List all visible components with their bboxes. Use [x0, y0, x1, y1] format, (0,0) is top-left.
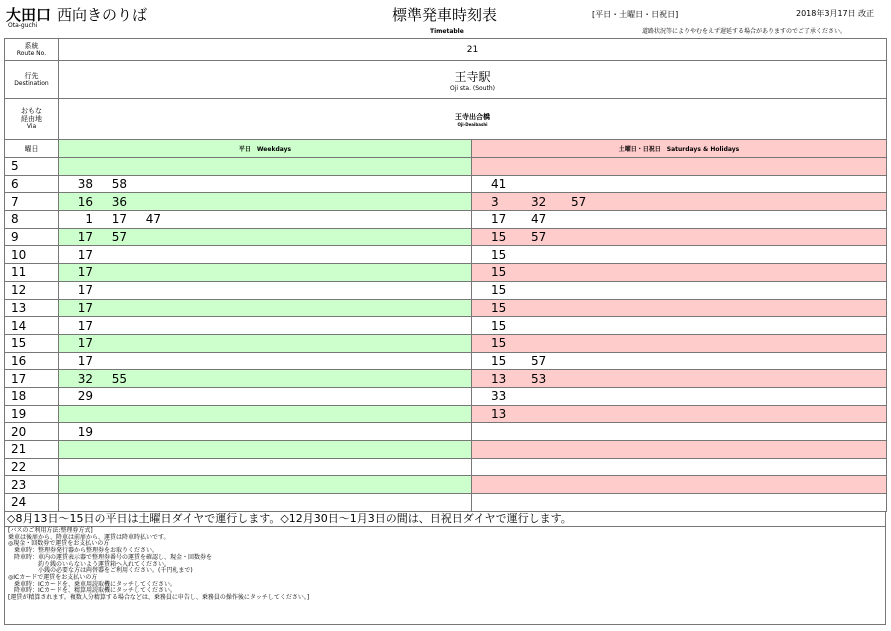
weekend-minutes [472, 228, 887, 246]
weekday-minutes [59, 494, 472, 512]
page-title-en: Timetable [430, 28, 464, 35]
hour-cell: 17 [5, 370, 59, 388]
weekend-minutes [472, 423, 887, 441]
departure-minute: 47 [531, 212, 547, 227]
weekend-minutes [472, 458, 887, 476]
weekday-minutes [59, 317, 472, 335]
weekend-minutes [472, 175, 887, 193]
departure-minute: 47 [145, 212, 161, 227]
departure-minute: 36 [111, 194, 127, 209]
departure-minute: 17 [77, 230, 93, 245]
stop-name: 大田口 西向きのりば [6, 6, 148, 24]
departure-minute: 32 [531, 194, 547, 209]
table-row [5, 193, 887, 211]
table-row [5, 246, 887, 264]
route-row [5, 39, 887, 61]
departure-minute: 15 [491, 247, 507, 262]
stop-name-roman: Ota-guchi [8, 22, 38, 29]
via-stop: 王寺出合橋 Oji-Deaibashi [59, 99, 887, 140]
departure-minute: 17 [77, 353, 93, 368]
departure-minute: 19 [77, 424, 93, 439]
instruction-line: 降車時：車内の運賃表示器で整理券番号の運賃を確認し、現金・回数券を [8, 553, 213, 561]
instruction-line: [運賃が精算されます。複数人分精算する場合などは、乗務員に申告し、乗務員の操作後にタッチしてください。] [8, 594, 310, 602]
departure-minute: 17 [77, 336, 93, 351]
departure-minute: 17 [77, 318, 93, 333]
table-row [5, 334, 887, 352]
destination-label: 行先 Destination [5, 61, 59, 99]
weekday-minutes [59, 211, 472, 229]
via-row [5, 99, 887, 140]
platform-direction: 西向きのりば [57, 6, 148, 24]
route-number: 21 [59, 39, 887, 61]
table-row [5, 317, 887, 335]
hour-cell: 5 [5, 158, 59, 176]
hour-cell: 21 [5, 441, 59, 459]
hour-cell: 6 [5, 175, 59, 193]
departure-minute: 17 [111, 212, 127, 227]
weekday-minutes [59, 423, 472, 441]
hour-cell: 12 [5, 281, 59, 299]
table-row [5, 458, 887, 476]
weekday-minutes [59, 352, 472, 370]
weekend-minutes [472, 494, 887, 512]
hour-cell: 11 [5, 264, 59, 282]
departure-minute: 58 [111, 177, 127, 192]
departure-minute: 17 [491, 212, 507, 227]
table-row [5, 476, 887, 494]
hour-cell: 15 [5, 334, 59, 352]
hour-cell: 10 [5, 246, 59, 264]
departure-minute: 32 [77, 371, 93, 386]
weekend-minutes [472, 281, 887, 299]
holiday-notice: ◇8月13日～15日の平日は土曜日ダイヤで運行します。◇12月30日～1月3日の間は、日祝日ダイヤで運行します。 [4, 511, 886, 527]
weekend-minutes [472, 387, 887, 405]
weekday-minutes [59, 228, 472, 246]
departure-minute: 38 [77, 177, 93, 192]
table-row [5, 405, 887, 423]
weekdays-header: 平日 Weekdays [59, 140, 472, 158]
weekday-minutes [59, 458, 472, 476]
weekend-minutes [472, 352, 887, 370]
hour-cell: 16 [5, 352, 59, 370]
hour-cell: 24 [5, 494, 59, 512]
table-row [5, 441, 887, 459]
table-row [5, 299, 887, 317]
weekend-minutes [472, 476, 887, 494]
departure-minute: 17 [77, 283, 93, 298]
weekend-minutes [472, 370, 887, 388]
weekday-minutes [59, 299, 472, 317]
column-header-row [5, 140, 887, 158]
table-row [5, 175, 887, 193]
weekday-minutes [59, 370, 472, 388]
departure-minute: 41 [491, 177, 507, 192]
instruction-line: ◎現金・回数券で運賃をお支払いの方 [8, 540, 110, 548]
departure-minute: 13 [491, 406, 507, 421]
weekend-minutes [472, 264, 887, 282]
table-row [5, 370, 887, 388]
departure-minute: 55 [111, 371, 127, 386]
departure-minute: 17 [77, 247, 93, 262]
weekday-minutes [59, 387, 472, 405]
weekday-minutes [59, 175, 472, 193]
instruction-line: 乗車は後扉から、降車は前扉から、運賃は降車時払いです。 [8, 533, 170, 541]
weekday-minutes [59, 246, 472, 264]
table-row [5, 423, 887, 441]
hour-column-header: 曜日 [5, 140, 59, 158]
weekday-minutes [59, 193, 472, 211]
table-row [5, 211, 887, 229]
weekend-minutes [472, 317, 887, 335]
hour-cell: 8 [5, 211, 59, 229]
weekday-minutes [59, 405, 472, 423]
weekend-minutes [472, 246, 887, 264]
departure-minute: 16 [77, 194, 93, 209]
departure-minute: 15 [491, 300, 507, 315]
hour-cell: 9 [5, 228, 59, 246]
weekend-minutes [472, 405, 887, 423]
page-title: 標準発車時刻表 [392, 6, 498, 24]
via-label: おもな 経由地 Via [5, 99, 59, 140]
instruction-line: ◎ICカードで運賃をお支払いの方 [8, 573, 98, 581]
hour-cell: 14 [5, 317, 59, 335]
revision-date: 2018年3月17日 改正 [796, 9, 875, 18]
weekday-minutes [59, 158, 472, 176]
departure-minute: 1 [85, 212, 93, 227]
day-types: [平日・土曜日・日祝日] [592, 10, 679, 19]
table-row [5, 228, 887, 246]
departure-minute: 57 [531, 230, 547, 245]
hour-cell: 19 [5, 405, 59, 423]
instruction-line: 降車時：ICカードを、精算用読取機にタッチしてください。 [8, 587, 176, 595]
departure-minute: 15 [491, 283, 507, 298]
departure-minute: 57 [111, 230, 127, 245]
instruction-line: [バスのご利用方法:整理券方式] [8, 527, 93, 534]
hour-cell: 7 [5, 193, 59, 211]
timetable [4, 38, 887, 512]
instruction-line: 小銭の必要な方は両替器をご利用ください。(千円札まで) [8, 567, 193, 575]
weekend-minutes [472, 299, 887, 317]
weekend-minutes [472, 441, 887, 459]
departure-minute: 17 [77, 300, 93, 315]
departure-minute: 57 [531, 353, 547, 368]
weekday-minutes [59, 334, 472, 352]
departure-minute: 57 [571, 194, 587, 209]
hour-cell: 23 [5, 476, 59, 494]
delay-note: 道路状況等によりやむをえず遅延する場合がありますのでご了承ください。 [642, 28, 847, 35]
destination-row [5, 61, 887, 99]
departure-minute: 33 [491, 389, 507, 404]
instruction-line: 釣り銭のいらないよう運賃箱へ入れてください。 [8, 560, 171, 568]
destination: 王寺駅 Oji sta. (South) [59, 61, 887, 99]
weekday-minutes [59, 264, 472, 282]
route-label: 系統 Route No. [5, 39, 59, 61]
weekday-minutes [59, 441, 472, 459]
table-row [5, 352, 887, 370]
weekend-minutes [472, 193, 887, 211]
weekday-minutes [59, 476, 472, 494]
table-row [5, 387, 887, 405]
departure-minute: 29 [77, 389, 93, 404]
weekend-minutes [472, 158, 887, 176]
weekend-minutes [472, 334, 887, 352]
hour-cell: 18 [5, 387, 59, 405]
departure-minute: 53 [531, 371, 547, 386]
table-row [5, 158, 887, 176]
departure-minute: 13 [491, 371, 507, 386]
instruction-line: 乗車時：整理券発行器から整理券をお取りください。 [8, 547, 159, 555]
departure-minute: 17 [77, 265, 93, 280]
departure-minute: 15 [491, 265, 507, 280]
hour-cell: 22 [5, 458, 59, 476]
weekends-header: 土曜日・日祝日 Saturdays & Holidays [472, 140, 887, 158]
weekday-minutes [59, 281, 472, 299]
table-row [5, 281, 887, 299]
departure-minute: 15 [491, 336, 507, 351]
instruction-line: 乗車時：ICカードを、乗車用読取機にタッチしてください。 [8, 580, 176, 588]
table-row [5, 264, 887, 282]
departure-minute: 15 [491, 318, 507, 333]
usage-instructions [4, 527, 886, 625]
header [0, 0, 891, 38]
table-row [5, 494, 887, 512]
weekend-minutes [472, 211, 887, 229]
hour-cell: 20 [5, 423, 59, 441]
departure-minute: 3 [491, 194, 499, 209]
departure-minute: 15 [491, 230, 507, 245]
departure-minute: 15 [491, 353, 507, 368]
hour-cell: 13 [5, 299, 59, 317]
